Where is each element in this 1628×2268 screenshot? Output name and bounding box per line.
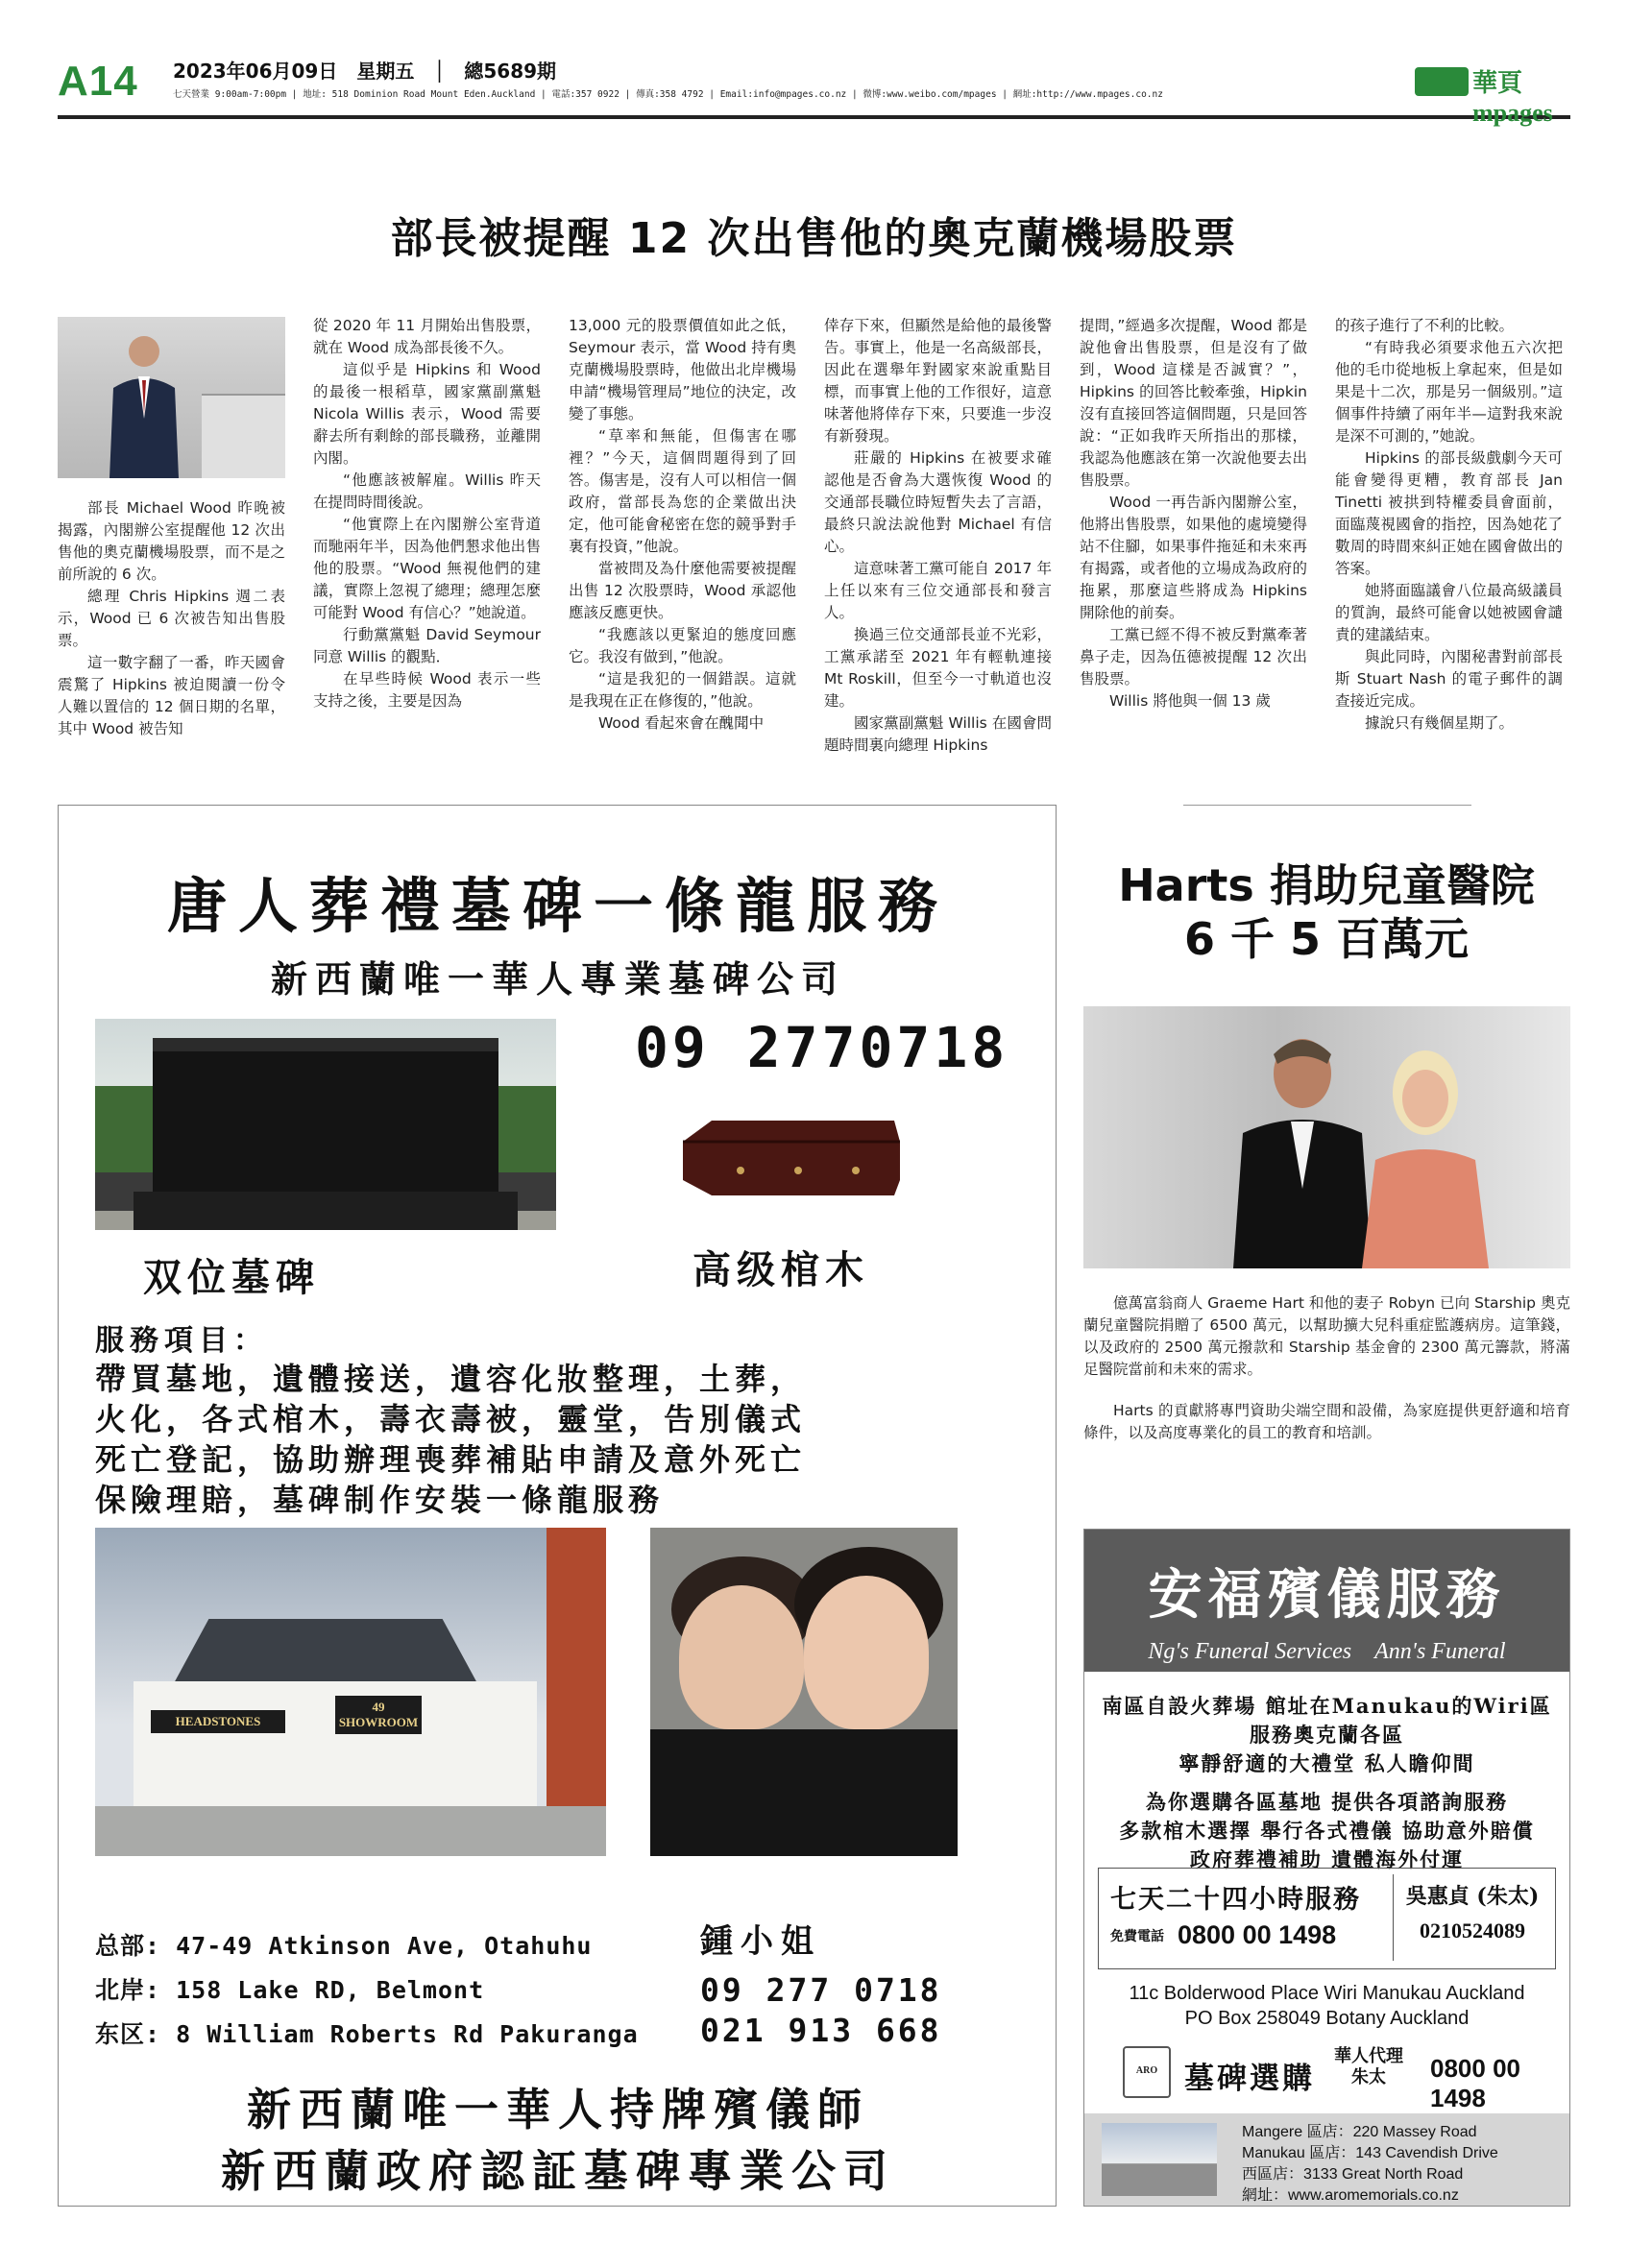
ng-funeral-ad — [1083, 1529, 1570, 2207]
ad-subtitle: 新西蘭唯一華人專業墓碑公司 — [270, 957, 845, 1001]
branch-line: 西區店：3133 Great North Road — [1242, 2166, 1464, 2183]
woman-figure-icon — [1352, 1035, 1496, 1268]
contact-mobile: 021 913 668 — [700, 2012, 942, 2049]
address-headquarters: 总部: 47-49 Atkinson Ave, Otahuhu — [95, 1932, 593, 1960]
paragraph: “他實際上在內閣辦公室背道而馳兩年半，因為他們懇求他出售他的股票。“Wood 無視他們的建議，實際上忽視了總理；總理怎麼可能對 Wood 有信心？”她說道。 — [313, 516, 541, 621]
paragraph: “草率和無能，但傷害在哪裡？”今天，這個問題得到了回答。傷害是，沒有人可以相信一個政府，當部長為您的企業做出決定，他可能會秘密在您的競爭對手裏有投資，”他說。 — [569, 427, 796, 555]
contact-box — [1098, 1868, 1556, 1969]
branch-line: 網址：www.aromemorials.co.nz — [1242, 2187, 1459, 2204]
paragraph: 提問，”經過多次提醒，Wood 都是說他會出售股票，但是沒有了做到，Wood 這樣是否誠實？”，Hipkins 的回答比較牽強，Hipkin 沒有直接回答這個問題，只是回答說：“正如我昨天所指出的那樣，我認為他應該在第一次說他要去出售股票。 — [1080, 317, 1307, 489]
coffin-label: 高级棺木 — [693, 1247, 869, 1292]
minister-photo — [58, 317, 285, 478]
hart-couple-photo — [1083, 1006, 1570, 1268]
ad-line: 南區自設火葬場 館址在Manukau的Wiri區 — [1102, 1694, 1552, 1718]
paragraph: “他應該被解雇。Willis 昨天在提問時間後說。 — [313, 471, 541, 511]
harts-headline — [1083, 858, 1569, 966]
paragraph: Willis 將他與一個 13 歲 — [1109, 692, 1271, 710]
double-tombstone-photo — [95, 1019, 556, 1230]
showroom-sign: 49 SHOWROOM — [335, 1696, 422, 1734]
paragraph: 據說只有幾個星期了。 — [1365, 714, 1515, 732]
page-number: A14 — [58, 58, 138, 105]
ad-title: 唐人葬禮墓碑一條龍服務 — [166, 871, 949, 941]
article-column-5 — [1080, 315, 1307, 766]
paragraph: 國家黨副黨魁 Willis 在國會問題時間裏向總理 Hipkins — [824, 714, 1052, 754]
logo-text: 華頁mpages — [1472, 69, 1553, 127]
article-headline: 部長被提醒 12 次出售他的奧克蘭機場股票 — [390, 214, 1238, 263]
paragraph: 這似乎是 Hipkins 和 Wood 的最後一根稻草，國家黨副黨魁 Nicola Willis 表示，Wood 需要辭去所有剩餘的部長職務，並離開內閣。 — [313, 361, 541, 467]
aro-memorials-logo: ARO — [1123, 2046, 1171, 2098]
address-line: PO Box 258049 Botany Auckland — [1184, 2008, 1470, 2029]
branches-box — [1084, 2113, 1569, 2206]
paragraph: “有時我必須要求他五六次把他的毛巾從地板上拿起來，但是如果是十二次，那是另一個級別。”這個事件持續了兩年半—這對我來說是深不可測的，”她說。 — [1335, 339, 1563, 445]
ad-line: 政府葬禮補助 遺體海外付運 — [1189, 1847, 1465, 1871]
paragraph: 這一數字翻了一番，昨天國會震驚了 Hipkins 被迫閱讀一份令人難以置信的 12 個日期的名單，其中 Wood 被告知 — [58, 654, 285, 737]
service-line: 保險理賠，墓碑制作安裝一條龍服務 — [95, 1482, 665, 1518]
article-column-4 — [824, 315, 1052, 766]
paragraph: “這是我犯的一個錯誤。這就是我現在正在修復的，”他說。 — [569, 670, 796, 710]
paragraph: 13,000 元的股票價值如此之低，Seymour 表示，當 Wood 持有奧克蘭機場股票時，他做出北岸機場申請“機場管理局”地位的決定，改變了事態。 — [569, 317, 796, 422]
agent-name: 朱太 — [1351, 2067, 1386, 2087]
ad-footer-line: 新西蘭政府認証墓碑專業公司 — [221, 2145, 895, 2197]
paragraph: 她將面臨議會八位最高級議員的質詢，最終可能會以她被國會譴責的建議結束。 — [1335, 582, 1563, 643]
services-title: 服務項目： — [95, 1324, 268, 1358]
contact-person-box — [1393, 1874, 1550, 1961]
ad-title: 安福殯儀服務 — [1148, 1563, 1506, 1627]
address-north-shore: 北岸: 158 Lake RD, Belmont — [95, 1976, 485, 2004]
contact-phone: 09 277 0718 — [700, 1971, 942, 2009]
page-header — [58, 54, 1570, 127]
paragraph: 倖存下來，但顯然是給他的最後警告。事實上，他是一名高級部長，因此在選舉年對國家來說重點目標，而事實上他的工作很好，這意味著他將倖存下來，只要進一步沒有新發現。 — [824, 317, 1052, 445]
ad-line: 為你選購各區墓地 提供各項諮詢服務 — [1145, 1790, 1509, 1814]
mpages-logo — [1415, 63, 1568, 127]
headstone-purchase: 墓碑選購 — [1184, 2062, 1315, 2096]
ad-banner — [1084, 1530, 1569, 1672]
tombstone-label: 双位墓碑 — [143, 1255, 320, 1300]
paragraph: 在早些時候 Wood 表示一些支持之後，主要是因為 — [313, 670, 541, 710]
paragraph: 莊嚴的 Hipkins 在被要求確認他是否會為大選恢復 Wood 的交通部長職位時短暫失去了言語，最終只說法說他對 Michael 有信心。 — [824, 449, 1052, 555]
divider — [1183, 805, 1471, 806]
contact-name: 鍾小姐 — [700, 1922, 821, 1961]
paragraph: 換過三位交通部長並不光彩，工黨承諾至 2021 年有輕軌連接 Mt Roskill，但至今一寸軌道也沒建。 — [824, 626, 1052, 710]
speaker-figure-icon — [96, 326, 192, 478]
headline-line: Harts 捐助兒童醫院 — [1118, 859, 1535, 911]
headline-line: 6 千 5 百萬元 — [1183, 913, 1470, 965]
ad-line: 服務奧克蘭各區 — [1250, 1723, 1404, 1747]
staff-photo — [650, 1528, 958, 1856]
logo-mark-icon — [1415, 67, 1469, 96]
service-24h: 七天二十四小時服務 — [1110, 1885, 1361, 1915]
man-figure-icon — [1227, 1025, 1372, 1268]
article-column-2 — [313, 315, 541, 757]
service-line: 火化，各式棺木，壽衣壽被，靈堂，告別儀式 — [95, 1401, 807, 1437]
paragraph: 這意味著工黨可能自 2017 年上任以來有三位交通部長和發言人。 — [824, 560, 1052, 621]
ad-english-name: Ng's Funeral Services Ann's Funeral — [1148, 1639, 1506, 1664]
ad-line: 多款棺木選擇 舉行各式禮儀 協助意外賠償 — [1119, 1819, 1535, 1843]
paragraph: 當被問及為什麼他需要被提醒出售 12 次股票時，Wood 承認他應該反應更快。 — [569, 560, 796, 621]
harts-caption — [1083, 1292, 1570, 1463]
branch-line: Manukau 區店：143 Cavendish Drive — [1242, 2145, 1498, 2161]
chinese-agent — [1334, 2046, 1403, 2088]
coffin-icon — [673, 1113, 904, 1199]
agent-label: 華人代理 — [1334, 2046, 1403, 2066]
paragraph: 億萬富翁商人 Graeme Hart 和他的妻子 Robyn 已向 Starship 奧克蘭兒童醫院捐贈了 6500 萬元，以幫助擴大兒科重症監護病房。這筆錢，以及政府的 2500 萬元撥款和 Starship 基金會的 2300 萬元籌款，將滿足醫院當前和未來的需求。 — [1083, 1294, 1570, 1378]
paragraph: Wood 一再告訴內閣辦公室，他將出售股票，如果他的處境變得站不住腳，如果事件拖延和未來再有揭露，或者他的立場成為政府的拖累，那麼這些將成為 Hipkins 開除他的前奏。 — [1080, 494, 1307, 621]
contact-name: 吳惠貞 (朱太) — [1405, 1884, 1540, 1909]
address-east: 东区: 8 William Roberts Rd Pakuranga — [95, 2020, 639, 2048]
paragraph: “我應該以更緊迫的態度回應它。我沒有做到，”他說。 — [569, 626, 796, 665]
paragraph: 工黨已經不得不被反對黨牽著鼻子走，因為伍德被提醒 12 次出售股票。 — [1080, 626, 1307, 688]
ad-line: 寧靜舒適的大禮堂 私人瞻仰間 — [1178, 1751, 1475, 1775]
paragraph: 行動黨黨魁 David Seymour 同意 Willis 的觀點． — [313, 626, 541, 665]
service-line: 帶買墓地，遺體接送，遺容化妝整理，土葬， — [95, 1361, 807, 1397]
contact-info: 七天營業 9:00am-7:00pm | 地址: 518 Dominion Road Mount Eden.Auckland | 電話:357 0922 | 傳真:358 4792 | Email:info@mpages.co.nz | 微博:www.weibo.com/mpages | 網址:http://www.mpages.co.nz — [173, 89, 1163, 100]
ad-footer-line: 新西蘭唯一華人持牌殯儀師 — [247, 2084, 869, 2135]
free-call-number: 0800 00 1498 — [1178, 1920, 1337, 1949]
address-line: 11c Bolderwood Place Wiri Manukau Auckland — [1129, 1983, 1525, 2004]
showroom-photo — [95, 1528, 606, 1856]
article-column-1 — [58, 497, 285, 766]
shop-photo — [1102, 2123, 1217, 2196]
paragraph: Harts 的貢獻將專門資助尖端空間和設備，為家庭提供更舒適和培育條件，以及高度專業化的員工的教育和培訓。 — [1083, 1402, 1570, 1441]
paragraph: 的孩子進行了不利的比較。 — [1335, 317, 1515, 334]
paragraph: Wood 看起來會在醜聞中 — [598, 714, 765, 732]
free-call-label: 免費電話 — [1110, 1929, 1164, 1944]
aro-phone: 0800 00 1498 — [1430, 2054, 1520, 2112]
ad-phone: 09 2770718 — [635, 1015, 1009, 1080]
branch-line: Mangere 區店：220 Massey Road — [1242, 2124, 1477, 2140]
issue-date: 2023年06月09日 星期五 │ 總5689期 — [173, 60, 557, 83]
contact-phone: 0210524089 — [1420, 1918, 1525, 1942]
headstones-sign: HEADSTONES — [151, 1710, 285, 1733]
paragraph: 總理 Chris Hipkins 週二表示，Wood 已 6 次被告知出售股票。 — [58, 588, 285, 649]
article-column-6 — [1335, 315, 1563, 766]
paragraph: Hipkins 的部長級戲劇今天可能會變得更糟，教育部長 Jan Tinetti 被拱到特權委員會面前，面臨蔑視國會的指控，因為她花了數周的時間來糾正她在國會做出的答案。 — [1335, 449, 1563, 577]
paragraph: 部長 Michael Wood 昨晚被揭露，內閣辦公室提醒他 12 次出售他的奧克蘭機場股票，而不是之前所說的 6 次。 — [58, 499, 285, 583]
tang-funeral-ad — [58, 805, 1057, 2207]
service-line: 死亡登記，協助辦理喪葬補貼申請及意外死亡 — [95, 1441, 807, 1478]
article-column-3 — [569, 315, 796, 766]
paragraph: 從 2020 年 11 月開始出售股票，就在 Wood 成為部長後不久。 — [313, 317, 541, 356]
paragraph: 與此同時，內閣秘書對前部長斯 Stuart Nash 的電子郵件的調查接近完成。 — [1335, 648, 1563, 710]
